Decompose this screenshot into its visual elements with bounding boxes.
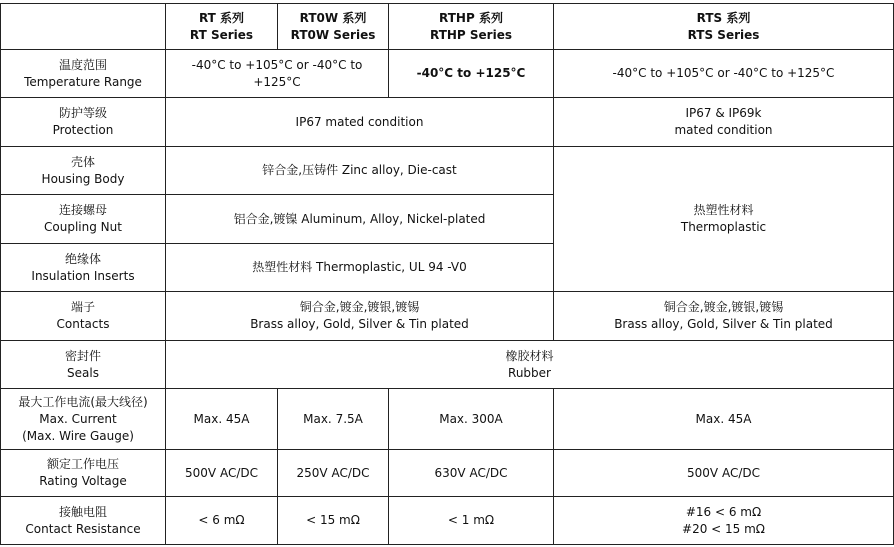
header-rt <box>166 4 278 50</box>
contacts-label <box>1 292 166 341</box>
voltage-rt0w: 250V AC/DC <box>278 450 389 497</box>
corner-cell <box>1 4 166 50</box>
protection-label-cn: 防护等级 <box>58 106 107 120</box>
coupling-rt-rthp: 铝合金,镀镍 Aluminum, Alloy, Nickel-plated <box>166 195 554 244</box>
protection-rt-rthp: IP67 mated condition <box>166 98 554 147</box>
seals-all-cn: 橡胶材料 <box>505 348 554 363</box>
header-row <box>1 4 894 50</box>
seals-all-en: Rubber <box>508 365 551 380</box>
header-rt0w-cn: RT0W 系列 <box>299 10 367 25</box>
contacts-rt-rthp-cn: 铜合金,镀金,镀银,镀锡 <box>299 300 420 314</box>
current-label-cn: 最大工作电流(最大线径) <box>18 394 148 409</box>
resistance-rt0w: < 15 mΩ <box>278 497 389 545</box>
protection-rts-line2: mated condition <box>674 123 773 137</box>
current-rt: Max. 45A <box>166 389 278 450</box>
temperature-label-cn: 温度范围 <box>58 57 107 72</box>
header-rt-en: RT Series <box>189 27 254 42</box>
protection-rts-line1: IP67 & IP69k <box>685 106 762 120</box>
housing-label-en: Housing Body <box>41 171 125 186</box>
protection-row <box>1 98 894 147</box>
header-rts-cn: RTS 系列 <box>696 10 751 25</box>
coupling-label-en: Coupling Nut <box>44 220 122 234</box>
protection-label <box>1 98 166 147</box>
contacts-rts-cn: 铜合金,镀金,镀银,镀锡 <box>663 300 784 314</box>
header-rthp-en: RTHP Series <box>430 27 512 42</box>
insulation-rt-rthp: 热塑性材料 Thermoplastic, UL 94 -V0 <box>166 244 554 292</box>
contacts-rts <box>554 292 894 341</box>
housing-label-cn: 壳体 <box>70 154 95 169</box>
contacts-row <box>1 292 894 341</box>
coupling-label-cn: 连接螺母 <box>58 203 107 217</box>
protection-label-en: Protection <box>52 123 114 137</box>
current-label-en2: (Max. Wire Gauge) <box>22 428 134 443</box>
seals-label-en: Seals <box>67 365 99 380</box>
temperature-row <box>1 50 894 98</box>
seals-row <box>1 341 894 389</box>
housing-row <box>1 147 894 195</box>
rts-material-cn: 热塑性材料 <box>693 203 754 217</box>
resistance-row <box>1 497 894 545</box>
resistance-rts-line2: #20 < 15 mΩ <box>682 521 765 536</box>
header-rt-cn: RT 系列 <box>198 10 245 25</box>
temperature-label-en: Temperature Range <box>24 74 142 89</box>
current-rthp: Max. 300A <box>389 389 554 450</box>
header-rthp <box>389 4 554 50</box>
rts-material-cell <box>554 147 894 292</box>
current-label-en1: Max. Current <box>39 411 117 426</box>
voltage-label-en: Rating Voltage <box>39 474 127 488</box>
spec-table <box>0 3 894 545</box>
seals-all <box>166 341 894 389</box>
header-rt0w-en: RT0W Series <box>290 27 376 42</box>
seals-label <box>1 341 166 389</box>
current-rts: Max. 45A <box>554 389 894 450</box>
contacts-rt-rthp-en: Brass alloy, Gold, Silver & Tin plated <box>250 317 469 331</box>
contacts-rt-rthp <box>166 292 554 341</box>
contacts-label-cn: 端子 <box>70 300 95 314</box>
temperature-rts: -40°C to +105°C or -40°C to +125°C <box>554 50 894 98</box>
coupling-label <box>1 195 166 244</box>
resistance-rthp: < 1 mΩ <box>389 497 554 545</box>
header-rts <box>554 4 894 50</box>
header-rt0w <box>278 4 389 50</box>
resistance-label <box>1 497 166 545</box>
protection-rts <box>554 98 894 147</box>
voltage-label-cn: 额定工作电压 <box>46 457 119 471</box>
insulation-label-cn: 绝缘体 <box>64 251 101 266</box>
current-label <box>1 389 166 450</box>
housing-rt-rthp: 锌合金,压铸件 Zinc alloy, Die-cast <box>166 147 554 195</box>
voltage-rt: 500V AC/DC <box>166 450 278 497</box>
voltage-row <box>1 450 894 497</box>
insulation-label <box>1 244 166 292</box>
current-rt0w: Max. 7.5A <box>278 389 389 450</box>
rts-material-en: Thermoplastic <box>680 220 767 234</box>
resistance-label-en: Contact Resistance <box>25 521 141 536</box>
resistance-rts <box>554 497 894 545</box>
header-rthp-cn: RTHP 系列 <box>439 10 503 25</box>
housing-label <box>1 147 166 195</box>
temperature-rthp: -40°C to +125°C <box>389 50 554 98</box>
resistance-rts-line1: #16 < 6 mΩ <box>685 504 762 519</box>
current-row <box>1 389 894 450</box>
header-rts-en: RTS Series <box>687 27 760 42</box>
seals-label-cn: 密封件 <box>64 348 101 363</box>
temperature-rt-rt0w: -40°C to +105°C or -40°C to +125°C <box>166 50 389 98</box>
contacts-label-en: Contacts <box>56 317 110 331</box>
insulation-label-en: Insulation Inserts <box>31 268 135 283</box>
temperature-label <box>1 50 166 98</box>
voltage-rts: 500V AC/DC <box>554 450 894 497</box>
contacts-rts-en: Brass alloy, Gold, Silver & Tin plated <box>614 317 833 331</box>
resistance-rt: < 6 mΩ <box>166 497 278 545</box>
resistance-label-cn: 接触电阻 <box>58 504 107 519</box>
voltage-label <box>1 450 166 497</box>
voltage-rthp: 630V AC/DC <box>389 450 554 497</box>
